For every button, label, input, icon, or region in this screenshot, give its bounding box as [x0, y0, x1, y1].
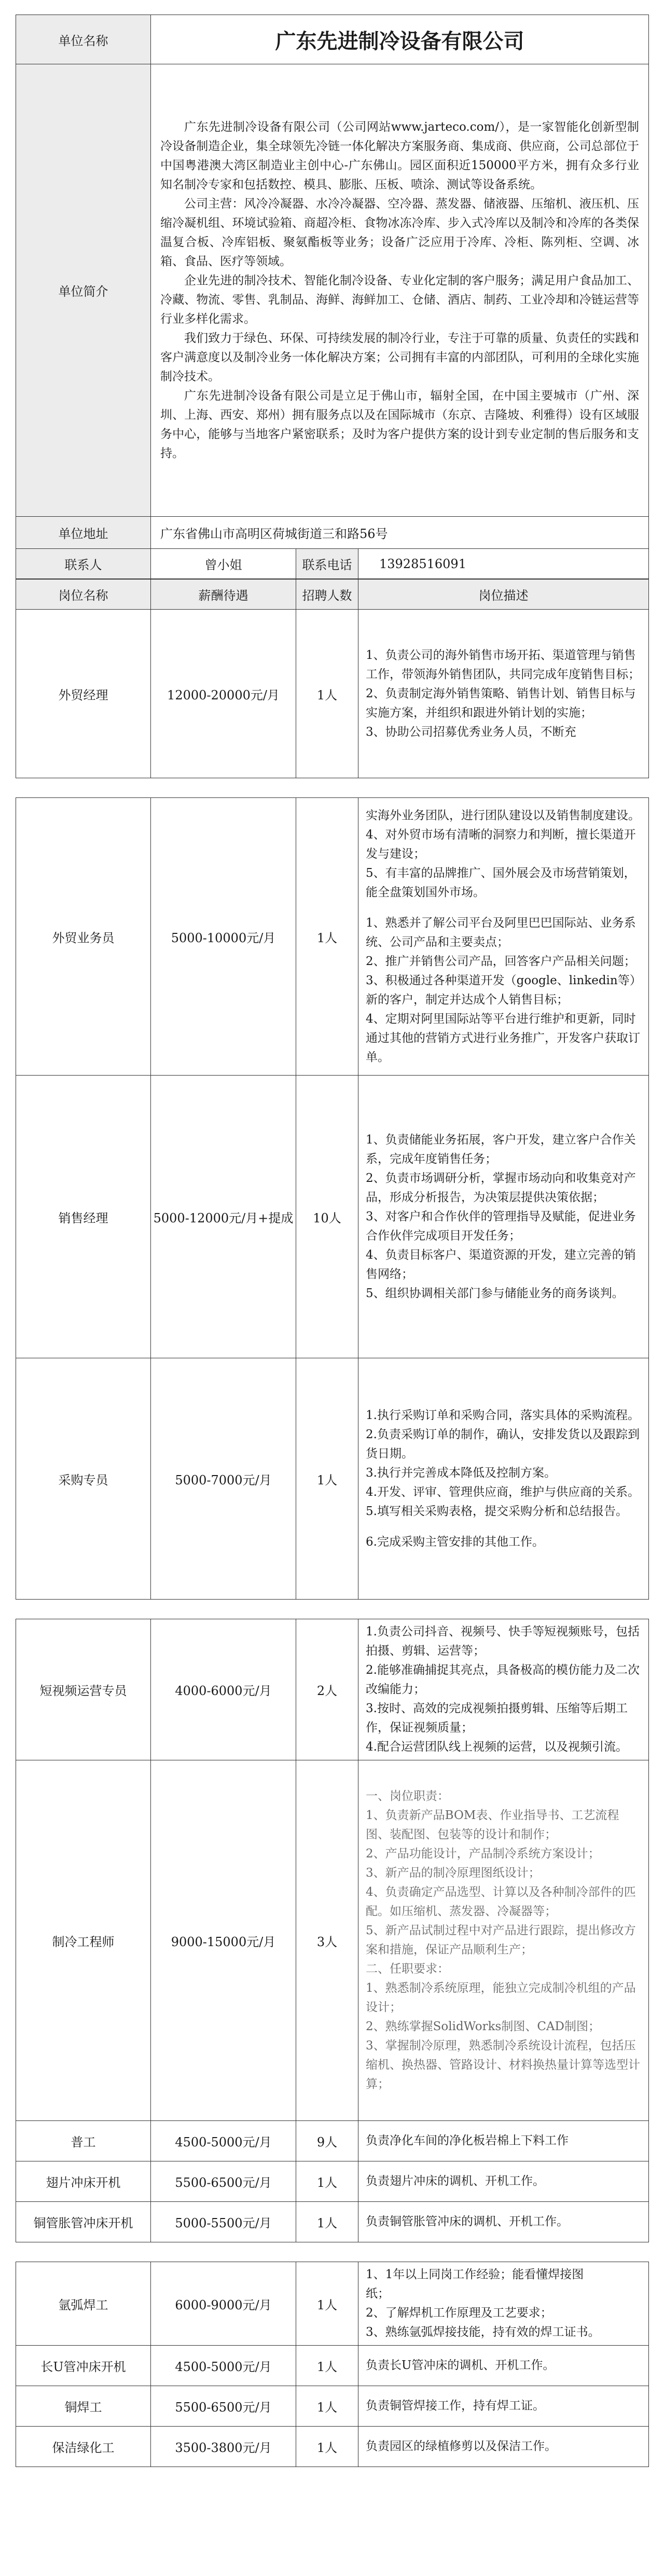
job-description-line: 4、定期对阿里国际站等平台进行维护和更新，同时通过其他的营销方式进行业务推广，开发客户获取订单。	[366, 1012, 640, 1064]
job-row	[16, 2386, 649, 2427]
job-description-line: 实海外业务团队，进行团队建设以及销售制度建设。	[366, 808, 640, 822]
job-title: 氩弧焊工	[16, 2262, 151, 2346]
job-description-line: 3、对客户和合作伙伴的管理指导及赋能，促进业务合作伙伴完成项目开发任务；	[366, 1209, 636, 1243]
job-row	[16, 610, 649, 778]
job-description	[358, 798, 649, 1076]
job-headcount: 1人	[296, 2262, 358, 2346]
job-description-line: 负责翅片冲床的调机、开机工作。	[366, 2174, 545, 2188]
job-salary: 5000-10000元/月	[151, 798, 296, 1076]
page-break-cell	[16, 1600, 649, 1619]
intro-paragraph: 我们致力于绿色、环保、可持续发展的制冷行业，专注于可靠的质量、负责任的实践和客户满意度以及制冷业务一体化解决方案；公司拥有丰富的内部团队，可利用的全球化实施制冷技术。	[160, 331, 640, 383]
contact-row	[16, 549, 649, 579]
job-description-line: 4、对外贸市场有清晰的洞察力和判断，擅长渠道开发与建设；	[366, 828, 636, 861]
job-description	[358, 1619, 649, 1760]
job-row	[16, 1619, 649, 1760]
job-description	[358, 2262, 649, 2346]
job-description-line: 2、了解焊机工作原理及工艺要求；	[366, 2306, 552, 2320]
job-headcount: 1人	[296, 1358, 358, 1600]
job-row	[16, 2346, 649, 2386]
company-name-label: 单位名称	[16, 15, 151, 64]
job-description-line: 1、负责新产品BOM表、作业指导书、工艺流程图、装配图、包装等的设计和制作；	[366, 1809, 619, 1841]
job-title: 铜焊工	[16, 2386, 151, 2427]
phone-label: 联系电话	[296, 549, 358, 579]
job-description	[358, 2346, 649, 2386]
job-headcount: 2人	[296, 1619, 358, 1760]
intro-paragraph: 公司主营：风冷冷凝器、水冷冷凝器、空冷器、蒸发器、储液器、压缩机、液压机、压缩冷凝机组、环境试验箱、商超冷柜、食物冰冻冷库、步入式冷库以及制冷和冷库的各类保温复合板、冷库铝板、聚氨酯板等业务；设备广泛应用于冷库、冷柜、陈列柜、空调、冰箱、食品、医疗等领域。	[160, 197, 640, 268]
company-name: 广东先进制冷设备有限公司	[151, 15, 649, 64]
job-row	[16, 2262, 649, 2346]
job-row	[16, 2161, 649, 2202]
job-title: 制冷工程师	[16, 1760, 151, 2121]
job-row	[16, 1358, 649, 1600]
page-break-gap	[16, 2242, 649, 2262]
job-description-line: 1、负责储能业务拓展，客户开发，建立客户合作关系，完成年度销售任务；	[366, 1133, 636, 1166]
job-description-line: 5、组织协调相关部门参与储能业务的商务谈判。	[366, 1286, 624, 1300]
intro-paragraph: 广东先进制冷设备有限公司是立足于佛山市，辐射全国，在中国主要城市（广州、深圳、上海、西安、郑州）拥有服务点以及在国际城市（东京、吉隆坡、利雅得）设有区域服务中心，能够与当地客户紧密联系；及时为客户提供方案的设计到专业定制的售后服务和支持。	[160, 389, 640, 460]
job-description	[358, 1358, 649, 1600]
job-title: 翅片冲床开机	[16, 2161, 151, 2202]
job-description-line: 1.执行采购订单和采购合同，落实具体的采购流程。	[366, 1408, 640, 1422]
address-row	[16, 517, 649, 549]
job-description-line: 3.按时、高效的完成视频拍摄剪辑、压缩等后期工作，保证视频质量；	[366, 1702, 628, 1734]
job-title: 保洁绿化工	[16, 2427, 151, 2467]
job-description-line: 1.负责公司抖音、视频号、快手等短视频账号，包括拍摄、剪辑、运营等；	[366, 1625, 640, 1658]
job-description-line: 2、熟练掌握SolidWorks制图、CAD制图；	[366, 2020, 600, 2033]
job-salary: 9000-15000元/月	[151, 1760, 296, 2121]
job-salary: 12000-20000元/月	[151, 610, 296, 778]
job-headcount: 1人	[296, 610, 358, 778]
job-salary: 3500-3800元/月	[151, 2427, 296, 2467]
job-description-line: 3、掌握制冷原理，熟悉制冷系统设计流程，包括压缩机、换热器、管路设计、材料换热量计算等选型计算；	[366, 2039, 640, 2091]
job-row	[16, 798, 649, 1076]
page-break-cell	[16, 778, 649, 798]
job-description-line: 4.开发、评审、管理供应商，维护与供应商的关系。	[366, 1485, 640, 1499]
job-description-line: 2、产品功能设计，产品制冷系统方案设计；	[366, 1847, 600, 1861]
job-description-line: 5、有丰富的品牌推广、国外展会及市场营销策划，能全盘策划国外市场。	[366, 866, 636, 899]
company-intro-text	[151, 64, 649, 517]
job-table-header	[16, 580, 649, 610]
job-salary: 4500-5000元/月	[151, 2346, 296, 2386]
job-table	[16, 579, 649, 2467]
job-description-line: 2、负责市场调研分析，掌握市场动向和收集竞对产品，形成分析报告，为决策层提供决策依据；	[366, 1171, 636, 1204]
job-description	[358, 2386, 649, 2427]
job-description-line: 5.填写相关采购表格，提交采购分析和总结报告。	[366, 1504, 628, 1518]
job-title: 普工	[16, 2121, 151, 2161]
job-description	[358, 2121, 649, 2161]
job-headcount: 1人	[296, 2161, 358, 2202]
job-description-line: 1、负责公司的海外销售市场开拓、渠道管理与销售工作，带领海外销售团队，共同完成年度销售目标；	[366, 648, 640, 681]
job-headcount: 1人	[296, 798, 358, 1076]
job-headcount: 1人	[296, 2346, 358, 2386]
job-description-line: 1、熟悉制冷系统原理，能独立完成制冷机组的产品设计；	[366, 1981, 636, 2014]
job-description-line: 1、1年以上同岗工作经验；能看懂焊接图	[366, 2268, 584, 2281]
job-title: 采购专员	[16, 1358, 151, 1600]
job-description-line: 二、任职要求：	[366, 1962, 449, 1976]
intro-label-text: 单位简介	[58, 284, 108, 299]
col-header-headcount: 招聘人数	[296, 580, 358, 610]
job-description-line: 负责长U管冲床的调机、开机工作。	[366, 2359, 555, 2372]
job-salary: 5500-6500元/月	[151, 2386, 296, 2427]
job-title: 外贸业务员	[16, 798, 151, 1076]
job-description	[358, 2202, 649, 2242]
job-row	[16, 2121, 649, 2161]
job-description-line: 2.负责采购订单的制作，确认，安排发货以及跟踪到货日期。	[366, 1427, 640, 1461]
job-headcount: 1人	[296, 2202, 358, 2242]
job-title: 外贸经理	[16, 610, 151, 778]
job-description-line: 负责园区的绿植修剪以及保洁工作。	[366, 2440, 557, 2453]
job-headcount: 3人	[296, 1760, 358, 2121]
company-name-row	[16, 15, 649, 64]
contact-label: 联系人	[16, 549, 151, 579]
job-row	[16, 1076, 649, 1358]
job-headcount: 1人	[296, 2427, 358, 2467]
intro-paragraph: 企业先进的制冷技术、智能化制冷设备、专业化定制的客户服务；满足用户食品加工、冷藏、物流、零售、乳制品、海鲜、海鲜加工、仓储、酒店、制药、工业冷却和冷链运营等行业多样化需求。	[160, 273, 640, 326]
job-description-line: 负责铜管焊接工作，持有焊工证。	[366, 2399, 545, 2413]
job-title: 短视频运营专员	[16, 1619, 151, 1760]
job-description-line: 5、新产品试制过程中对产品进行跟踪，提出修改方案和措施，保证产品顺利生产；	[366, 1924, 636, 1957]
page-break-gap	[16, 1600, 649, 1619]
job-description-line	[366, 902, 641, 914]
job-description-line: 4、负责目标客户、渠道资源的开发，建立完善的销售网络；	[366, 1248, 636, 1281]
col-header-description: 岗位描述	[358, 580, 649, 610]
job-salary: 5500-6500元/月	[151, 2161, 296, 2202]
job-salary: 5000-12000元/月+提成	[151, 1076, 296, 1358]
job-description-line: 2、负责制定海外销售策略、销售计划、销售目标与实施方案，并组织和跟进外销计划的实施；	[366, 686, 636, 720]
job-description-line: 3、积极通过各种渠道开发（google、linkedin等）新的客户，制定并达成个人销售目标；	[366, 973, 636, 1007]
job-description-line: 3、协助公司招募优秀业务人员，不断充	[366, 725, 576, 739]
address-value: 广东省佛山市高明区荷城街道三和路56号	[151, 517, 649, 549]
company-info-table	[16, 15, 649, 579]
job-title: 销售经理	[16, 1076, 151, 1358]
job-description-line: 一、岗位职责：	[366, 1789, 449, 1803]
job-salary: 5000-5500元/月	[151, 2202, 296, 2242]
recruitment-sheet	[16, 15, 648, 2572]
company-intro-label	[16, 64, 151, 517]
job-salary: 6000-9000元/月	[151, 2262, 296, 2346]
job-description-line: 负责净化车间的净化板岩棉上下料工作	[366, 2134, 569, 2147]
col-header-salary: 薪酬待遇	[151, 580, 296, 610]
page-break-gap	[16, 778, 649, 798]
job-salary: 4000-6000元/月	[151, 1619, 296, 1760]
col-header-position: 岗位名称	[16, 580, 151, 610]
job-description	[358, 1760, 649, 2121]
intro-paragraph: 广东先进制冷设备有限公司（公司网站www.jarteco.com/），是一家智能化创新型制冷设备制造企业，集全球领先冷链一体化解决方案服务商、集成商、供应商，公司总部位于中国粤港澳大湾区制造业主创中心-广东佛山。园区面积近150000平方米，拥有众多行业知名制冷专家和包括数控、模具、膨胀、压板、喷涂、测试等设备系统。	[160, 120, 640, 191]
job-description-line	[366, 1521, 641, 1533]
job-row	[16, 1760, 649, 2121]
job-description-line: 1、熟悉并了解公司平台及阿里巴巴国际站、业务系统、公司产品和主要卖点；	[366, 916, 636, 949]
job-headcount: 10人	[296, 1076, 358, 1358]
job-description	[358, 610, 649, 778]
job-description-line: 3、熟练氩弧焊接技能，持有效的焊工证书。	[366, 2325, 600, 2339]
job-title: 铜管胀管冲床开机	[16, 2202, 151, 2242]
job-description	[358, 2161, 649, 2202]
job-salary: 5000-7000元/月	[151, 1358, 296, 1600]
job-description	[358, 2427, 649, 2467]
job-salary: 4500-5000元/月	[151, 2121, 296, 2161]
job-description	[358, 1076, 649, 1358]
job-description-line: 2、推广并销售公司产品，回答客户产品相关问题；	[366, 954, 636, 968]
address-label: 单位地址	[16, 517, 151, 549]
job-description-line: 4.配合运营团队线上视频的运营，以及视频引流。	[366, 1740, 628, 1754]
job-headcount: 9人	[296, 2121, 358, 2161]
job-description-line: 纸；	[366, 2287, 390, 2301]
company-intro-row	[16, 64, 649, 517]
job-description-line: 2.能够准确捕捉其亮点，具备极高的模仿能力及二次改编能力；	[366, 1663, 640, 1696]
job-title: 长U管冲床开机	[16, 2346, 151, 2386]
job-description-line: 负责铜管胀管冲床的调机、开机工作。	[366, 2215, 569, 2228]
job-description-line: 3、新产品的制冷原理图纸设计；	[366, 1866, 541, 1880]
job-description-line: 3.执行并完善成本降低及控制方案。	[366, 1466, 556, 1480]
phone-value: 13928516091	[358, 549, 649, 579]
contact-name: 曾小姐	[151, 549, 296, 579]
page-break-cell	[16, 2242, 649, 2262]
job-description-line: 6.完成采购主管安排的其他工作。	[366, 1535, 544, 1549]
job-row	[16, 2202, 649, 2242]
job-row	[16, 2427, 649, 2467]
job-headcount: 1人	[296, 2386, 358, 2427]
job-description-line: 4、负责确定产品选型、计算以及各种制冷部件的匹配。如压缩机、蒸发器、冷凝器等；	[366, 1885, 636, 1918]
